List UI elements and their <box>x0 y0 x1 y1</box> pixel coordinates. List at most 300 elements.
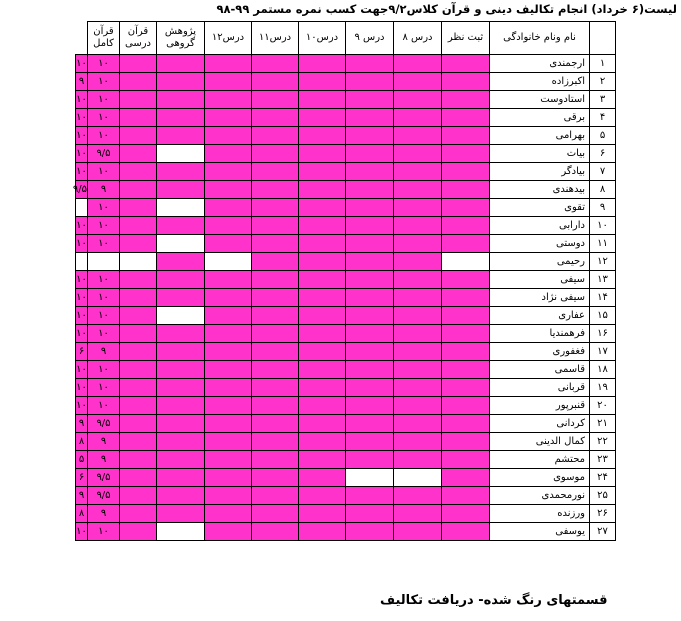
submitted-cell <box>442 361 490 379</box>
submitted-cell <box>205 217 252 235</box>
table-row <box>76 397 616 415</box>
quran-kamel-score: ۱۰ <box>76 127 88 145</box>
table-row <box>76 451 616 469</box>
quran-darsi-score: ۱۰ <box>88 55 120 73</box>
table-row <box>76 523 616 541</box>
row-number: ۲۳ <box>590 451 616 469</box>
column-header: پژوهش گروهی <box>157 22 205 55</box>
student-name: تقوی <box>490 199 590 217</box>
row-number: ۱۹ <box>590 379 616 397</box>
column-header: درس ۹ <box>346 22 394 55</box>
quran-kamel-score: ۱۰ <box>76 163 88 181</box>
submitted-cell <box>120 271 157 289</box>
submitted-cell <box>299 307 346 325</box>
quran-darsi-score: ۱۰ <box>88 325 120 343</box>
quran-darsi-score: ۱۰ <box>88 307 120 325</box>
row-number: ۲۲ <box>590 433 616 451</box>
quran-kamel-score: ۵ <box>76 451 88 469</box>
submitted-cell <box>346 397 394 415</box>
submitted-cell <box>157 55 205 73</box>
column-header: درس۱۱ <box>252 22 299 55</box>
submitted-cell <box>442 127 490 145</box>
missing-cell <box>205 253 252 271</box>
submitted-cell <box>252 505 299 523</box>
quran-darsi-score: ۹/۵ <box>88 145 120 163</box>
submitted-cell <box>442 181 490 199</box>
quran-darsi-score: ۱۰ <box>88 127 120 145</box>
student-name: بیدهندی <box>490 181 590 199</box>
quran-kamel-score: ۱۰ <box>76 109 88 127</box>
quran-kamel-score: ۹ <box>76 487 88 505</box>
submitted-cell <box>205 55 252 73</box>
submitted-cell <box>252 379 299 397</box>
submitted-cell <box>157 343 205 361</box>
submitted-cell <box>394 361 442 379</box>
student-name: بیات <box>490 145 590 163</box>
table-row <box>76 127 616 145</box>
submitted-cell <box>394 163 442 181</box>
submitted-cell <box>346 379 394 397</box>
student-name: رحیمی <box>490 253 590 271</box>
submitted-cell <box>157 379 205 397</box>
table-row <box>76 469 616 487</box>
submitted-cell <box>252 343 299 361</box>
quran-kamel-score: ۶ <box>76 469 88 487</box>
submitted-cell <box>299 505 346 523</box>
quran-kamel-score: ۱۰ <box>76 271 88 289</box>
submitted-cell <box>205 325 252 343</box>
quran-kamel-score: ۹/۵ <box>76 181 88 199</box>
quran-darsi-score: ۱۰ <box>88 523 120 541</box>
submitted-cell <box>299 235 346 253</box>
student-name: دارابی <box>490 217 590 235</box>
submitted-cell <box>394 181 442 199</box>
quran-darsi-score: ۱۰ <box>88 217 120 235</box>
row-number: ۱۶ <box>590 325 616 343</box>
submitted-cell <box>442 451 490 469</box>
submitted-cell <box>157 289 205 307</box>
table-row <box>76 217 616 235</box>
submitted-cell <box>394 253 442 271</box>
submitted-cell <box>346 145 394 163</box>
submitted-cell <box>252 451 299 469</box>
submitted-cell <box>394 325 442 343</box>
submitted-cell <box>205 109 252 127</box>
submitted-cell <box>346 55 394 73</box>
submitted-cell <box>252 73 299 91</box>
table-row <box>76 235 616 253</box>
submitted-cell <box>252 217 299 235</box>
submitted-cell <box>157 163 205 181</box>
submitted-cell <box>299 433 346 451</box>
row-number: ۸ <box>590 181 616 199</box>
submitted-cell <box>442 145 490 163</box>
student-name: استادوست <box>490 91 590 109</box>
submitted-cell <box>394 127 442 145</box>
submitted-cell <box>299 397 346 415</box>
missing-cell <box>157 145 205 163</box>
submitted-cell <box>157 469 205 487</box>
table-row <box>76 55 616 73</box>
submitted-cell <box>205 361 252 379</box>
quran-kamel-score: ۱۰ <box>76 523 88 541</box>
student-name: سیفی نژاد <box>490 289 590 307</box>
submitted-cell <box>252 307 299 325</box>
column-header <box>590 22 616 55</box>
submitted-cell <box>252 271 299 289</box>
student-name: ارجمندی <box>490 55 590 73</box>
table-row <box>76 505 616 523</box>
submitted-cell <box>346 415 394 433</box>
submitted-cell <box>299 109 346 127</box>
submitted-cell <box>442 343 490 361</box>
submitted-cell <box>299 451 346 469</box>
table-row <box>76 325 616 343</box>
submitted-cell <box>205 181 252 199</box>
submitted-cell <box>157 271 205 289</box>
submitted-cell <box>394 379 442 397</box>
submitted-cell <box>346 181 394 199</box>
submitted-cell <box>299 91 346 109</box>
submitted-cell <box>299 199 346 217</box>
submitted-cell <box>346 343 394 361</box>
column-header: قرآن کامل <box>88 22 120 55</box>
student-name: سیفی <box>490 271 590 289</box>
table-row <box>76 181 616 199</box>
submitted-cell <box>394 397 442 415</box>
submitted-cell <box>346 199 394 217</box>
column-header: درس۱۰ <box>299 22 346 55</box>
missing-cell <box>157 235 205 253</box>
submitted-cell <box>346 235 394 253</box>
submitted-cell <box>252 235 299 253</box>
row-number: ۷ <box>590 163 616 181</box>
submitted-cell <box>120 433 157 451</box>
submitted-cell <box>346 127 394 145</box>
submitted-cell <box>120 163 157 181</box>
row-number: ۲۵ <box>590 487 616 505</box>
row-number: ۱۲ <box>590 253 616 271</box>
quran-darsi-score: ۱۰ <box>88 199 120 217</box>
submitted-cell <box>252 469 299 487</box>
row-number: ۶ <box>590 145 616 163</box>
submitted-cell <box>120 91 157 109</box>
submitted-cell <box>346 289 394 307</box>
submitted-cell <box>394 91 442 109</box>
submitted-cell <box>120 469 157 487</box>
submitted-cell <box>346 271 394 289</box>
submitted-cell <box>394 433 442 451</box>
submitted-cell <box>120 379 157 397</box>
submitted-cell <box>120 451 157 469</box>
submitted-cell <box>442 109 490 127</box>
quran-darsi-score: ۱۰ <box>88 73 120 91</box>
submitted-cell <box>299 181 346 199</box>
submitted-cell <box>205 451 252 469</box>
submitted-cell <box>205 235 252 253</box>
submitted-cell <box>394 505 442 523</box>
submitted-cell <box>442 433 490 451</box>
submitted-cell <box>442 523 490 541</box>
submitted-cell <box>299 145 346 163</box>
submitted-cell <box>346 361 394 379</box>
submitted-cell <box>299 217 346 235</box>
submitted-cell <box>120 505 157 523</box>
submitted-cell <box>205 433 252 451</box>
quran-kamel-score: ۱۰ <box>76 55 88 73</box>
row-number: ۲۷ <box>590 523 616 541</box>
submitted-cell <box>299 271 346 289</box>
student-name: بهرامی <box>490 127 590 145</box>
student-name: یوسفی <box>490 523 590 541</box>
submitted-cell <box>442 235 490 253</box>
student-name: فغفوری <box>490 343 590 361</box>
quran-darsi-score: ۹ <box>88 181 120 199</box>
row-number: ۹ <box>590 199 616 217</box>
submitted-cell <box>157 505 205 523</box>
submitted-cell <box>442 415 490 433</box>
legend-note: قسمتهای رنگ شده- دریافت تکالیف <box>380 593 608 608</box>
submitted-cell <box>442 217 490 235</box>
submitted-cell <box>346 523 394 541</box>
submitted-cell <box>120 325 157 343</box>
quran-darsi-score: ۱۰ <box>88 271 120 289</box>
submitted-cell <box>157 181 205 199</box>
student-name: دوستی <box>490 235 590 253</box>
submitted-cell <box>442 199 490 217</box>
submitted-cell <box>120 343 157 361</box>
submitted-cell <box>299 469 346 487</box>
submitted-cell <box>205 271 252 289</box>
student-name: محتشم <box>490 451 590 469</box>
submitted-cell <box>157 217 205 235</box>
quran-kamel-score: ۸ <box>76 433 88 451</box>
submitted-cell <box>442 487 490 505</box>
quran-darsi-score: ۱۰ <box>88 289 120 307</box>
student-name: نورمحمدی <box>490 487 590 505</box>
submitted-cell <box>299 415 346 433</box>
submitted-cell <box>394 343 442 361</box>
submitted-cell <box>346 91 394 109</box>
table-row <box>76 163 616 181</box>
table-row <box>76 343 616 361</box>
submitted-cell <box>205 505 252 523</box>
page-title: لیست(۶ خرداد) انجام تکالیف دینی و قرآن کلاس۹/۲جهت کسب نمره مستمر ۹۹-۹۸ <box>216 2 677 16</box>
submitted-cell <box>442 289 490 307</box>
table-row <box>76 307 616 325</box>
submitted-cell <box>346 217 394 235</box>
quran-darsi-score: ۱۰ <box>88 109 120 127</box>
submitted-cell <box>299 343 346 361</box>
quran-kamel-score <box>76 199 88 217</box>
student-name: قربانی <box>490 379 590 397</box>
submitted-cell <box>157 433 205 451</box>
table-row <box>76 73 616 91</box>
submitted-cell <box>120 307 157 325</box>
quran-kamel-score: ۱۰ <box>76 307 88 325</box>
submitted-cell <box>120 523 157 541</box>
quran-kamel-score: ۶ <box>76 343 88 361</box>
submitted-cell <box>120 487 157 505</box>
missing-cell <box>442 253 490 271</box>
submitted-cell <box>157 451 205 469</box>
submitted-cell <box>252 91 299 109</box>
submitted-cell <box>252 397 299 415</box>
column-header: درس ۸ <box>394 22 442 55</box>
submitted-cell <box>346 487 394 505</box>
submitted-cell <box>299 55 346 73</box>
submitted-cell <box>205 379 252 397</box>
table-row <box>76 91 616 109</box>
student-name: کردانی <box>490 415 590 433</box>
submitted-cell <box>205 397 252 415</box>
quran-kamel-score: ۱۰ <box>76 397 88 415</box>
quran-darsi-score: ۹ <box>88 451 120 469</box>
row-number: ۱۵ <box>590 307 616 325</box>
missing-cell <box>157 307 205 325</box>
submitted-cell <box>252 127 299 145</box>
column-header: قرآن درسی <box>120 22 157 55</box>
submitted-cell <box>252 55 299 73</box>
submitted-cell <box>120 181 157 199</box>
row-number: ۱ <box>590 55 616 73</box>
submitted-cell <box>252 145 299 163</box>
table-row <box>76 109 616 127</box>
submitted-cell <box>442 505 490 523</box>
submitted-cell <box>442 379 490 397</box>
submitted-cell <box>205 415 252 433</box>
submitted-cell <box>299 487 346 505</box>
submitted-cell <box>120 145 157 163</box>
submitted-cell <box>346 163 394 181</box>
student-name: عفاری <box>490 307 590 325</box>
missing-cell <box>157 199 205 217</box>
submitted-cell <box>299 523 346 541</box>
submitted-cell <box>299 361 346 379</box>
submitted-cell <box>394 55 442 73</box>
table-row <box>76 199 616 217</box>
submitted-cell <box>157 91 205 109</box>
quran-kamel-score: ۱۰ <box>76 91 88 109</box>
submitted-cell <box>299 253 346 271</box>
submitted-cell <box>157 487 205 505</box>
submitted-cell <box>394 523 442 541</box>
submitted-cell <box>157 127 205 145</box>
table-row <box>76 361 616 379</box>
submitted-cell <box>120 415 157 433</box>
submitted-cell <box>299 289 346 307</box>
submitted-cell <box>205 343 252 361</box>
submitted-cell <box>205 91 252 109</box>
row-number: ۱۳ <box>590 271 616 289</box>
row-number: ۳ <box>590 91 616 109</box>
quran-darsi-score: ۱۰ <box>88 397 120 415</box>
grades-table <box>72 21 616 541</box>
submitted-cell <box>442 73 490 91</box>
submitted-cell <box>394 109 442 127</box>
quran-kamel-score: ۱۰ <box>76 325 88 343</box>
row-number: ۲۶ <box>590 505 616 523</box>
submitted-cell <box>120 361 157 379</box>
submitted-cell <box>442 397 490 415</box>
submitted-cell <box>205 163 252 181</box>
column-header: نام ونام خانوادگی <box>490 22 590 55</box>
submitted-cell <box>394 289 442 307</box>
submitted-cell <box>442 325 490 343</box>
quran-darsi-score: ۱۰ <box>88 235 120 253</box>
missing-cell <box>157 523 205 541</box>
quran-kamel-score <box>76 253 88 271</box>
submitted-cell <box>205 523 252 541</box>
submitted-cell <box>157 109 205 127</box>
submitted-cell <box>442 307 490 325</box>
table-row <box>76 289 616 307</box>
submitted-cell <box>394 235 442 253</box>
row-number: ۱۱ <box>590 235 616 253</box>
column-header: درس۱۲ <box>205 22 252 55</box>
submitted-cell <box>394 199 442 217</box>
submitted-cell <box>157 397 205 415</box>
submitted-cell <box>120 199 157 217</box>
row-number: ۲۴ <box>590 469 616 487</box>
quran-darsi-score: ۱۰ <box>88 91 120 109</box>
row-number: ۱۴ <box>590 289 616 307</box>
submitted-cell <box>252 163 299 181</box>
quran-darsi-score: ۹/۵ <box>88 487 120 505</box>
table-header-row <box>76 22 616 55</box>
quran-darsi-score: ۹/۵ <box>88 415 120 433</box>
row-number: ۲ <box>590 73 616 91</box>
quran-darsi-score: ۱۰ <box>88 361 120 379</box>
submitted-cell <box>205 127 252 145</box>
submitted-cell <box>442 55 490 73</box>
missing-cell <box>346 469 394 487</box>
submitted-cell <box>252 487 299 505</box>
submitted-cell <box>394 217 442 235</box>
submitted-cell <box>252 253 299 271</box>
submitted-cell <box>157 325 205 343</box>
submitted-cell <box>120 289 157 307</box>
student-name: ورزنده <box>490 505 590 523</box>
submitted-cell <box>442 91 490 109</box>
quran-darsi-score: ۱۰ <box>88 163 120 181</box>
submitted-cell <box>299 127 346 145</box>
submitted-cell <box>205 487 252 505</box>
submitted-cell <box>205 469 252 487</box>
submitted-cell <box>205 145 252 163</box>
submitted-cell <box>299 325 346 343</box>
submitted-cell <box>252 523 299 541</box>
quran-darsi-score: ۹ <box>88 343 120 361</box>
table-row <box>76 145 616 163</box>
submitted-cell <box>252 415 299 433</box>
quran-darsi-score: ۱۰ <box>88 379 120 397</box>
submitted-cell <box>205 289 252 307</box>
quran-kamel-score: ۸ <box>76 505 88 523</box>
quran-kamel-score: ۱۰ <box>76 145 88 163</box>
submitted-cell <box>205 73 252 91</box>
row-number: ۱۷ <box>590 343 616 361</box>
submitted-cell <box>346 253 394 271</box>
student-name: قاسمی <box>490 361 590 379</box>
quran-kamel-score: ۱۰ <box>76 217 88 235</box>
missing-cell <box>394 469 442 487</box>
submitted-cell <box>346 451 394 469</box>
row-number: ۴ <box>590 109 616 127</box>
submitted-cell <box>157 415 205 433</box>
row-number: ۵ <box>590 127 616 145</box>
quran-darsi-score: ۹ <box>88 433 120 451</box>
